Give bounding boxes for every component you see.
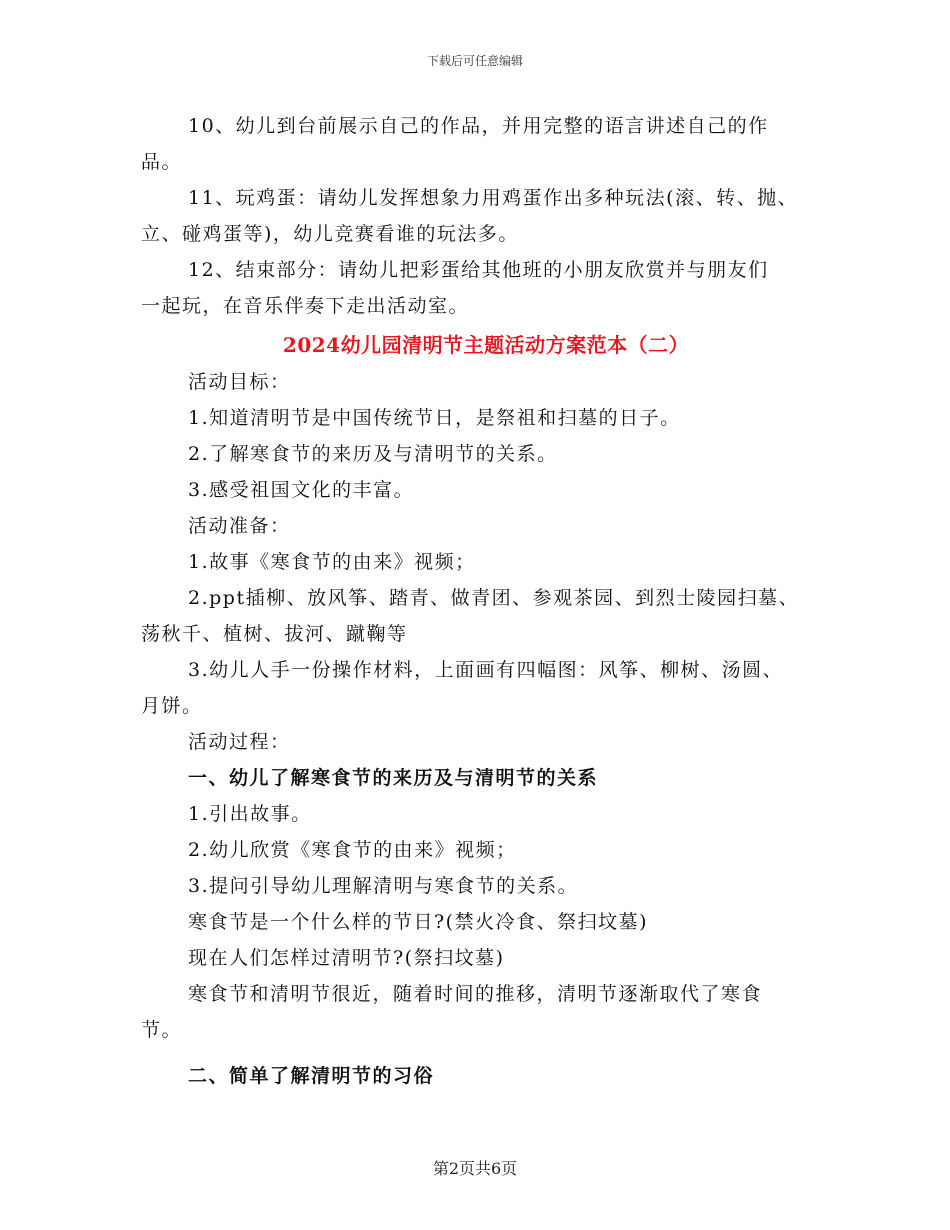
goal-item-2: 2.了解寒食节的来历及与清明节的关系。	[188, 443, 558, 465]
step-item-2: 2.幼儿欣赏《寒食节的由来》视频；	[188, 839, 517, 861]
prep-item-3-line2: 月饼。	[141, 695, 203, 717]
goal-heading: 活动目标：	[188, 371, 291, 393]
step-item-3: 3.提问引导幼儿理解清明与寒食节的关系。	[188, 875, 579, 897]
paragraph-12-line2: 一起玩，在音乐伴奏下走出活动室。	[141, 295, 470, 317]
section-title: 2024幼儿园清明节主题活动方案范本（二）	[282, 333, 690, 357]
page-header: 下载后可任意编辑	[426, 54, 523, 68]
page-footer: 第2页共6页	[432, 1159, 518, 1178]
section-heading-1: 一、幼儿了解寒食节的来历及与清明节的关系	[188, 767, 599, 789]
goal-item-3: 3.感受祖国文化的丰富。	[188, 479, 415, 501]
summary-line1: 寒食节和清明节很近，随着时间的推移，清明节逐渐取代了寒食	[188, 983, 763, 1005]
prep-heading: 活动准备：	[188, 515, 291, 537]
paragraph-10-line1: 10、幼儿到台前展示自己的作品，并用完整的语言讲述自己的作	[188, 115, 769, 137]
document-body	[141, 108, 831, 1094]
prep-item-3-line1: 3.幼儿人手一份操作材料，上面画有四幅图：风筝、柳树、汤圆、	[188, 659, 784, 681]
prep-item-2-line1: 2.ppt插柳、放风筝、踏青、做青团、参观茶园、到烈士陵园扫墓、	[188, 587, 800, 609]
goal-item-1: 1.知道清明节是中国传统节日，是祭祖和扫墓的日子。	[188, 407, 681, 429]
paragraph-10-line2: 品。	[141, 151, 183, 173]
paragraph-12-line1: 12、结束部分：请幼儿把彩蛋给其他班的小朋友欣赏并与朋友们	[188, 259, 769, 281]
paragraph-11-line1: 11、玩鸡蛋：请幼儿发挥想象力用鸡蛋作出多种玩法(滚、转、抛、	[188, 187, 799, 209]
step-item-1: 1.引出故事。	[188, 803, 312, 825]
section-heading-2: 二、简单了解清明节的习俗	[188, 1065, 435, 1087]
question-2: 现在人们怎样过清明节?(祭扫坟墓)	[188, 947, 505, 969]
prep-item-1: 1.故事《寒食节的由来》视频；	[188, 551, 476, 573]
summary-line2: 节。	[141, 1019, 183, 1041]
question-1: 寒食节是一个什么样的节日?(禁火冷食、祭扫坟墓)	[188, 911, 649, 933]
prep-item-2-line2: 荡秋千、植树、拔河、蹴鞠等	[141, 623, 408, 645]
paragraph-11-line2: 立、碰鸡蛋等)，幼儿竞赛看谁的玩法多。	[141, 223, 519, 245]
process-heading: 活动过程：	[188, 731, 291, 753]
